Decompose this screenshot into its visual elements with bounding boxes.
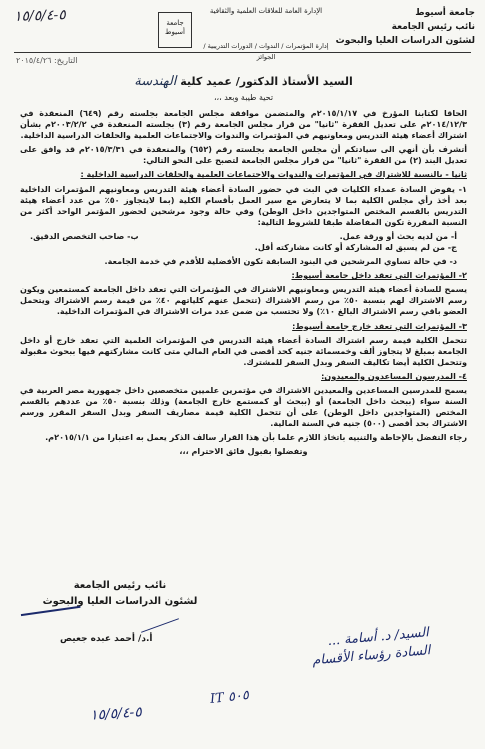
department-subname: إدارة المؤتمرات / الندوات / الدورات التدريبية / الجوائز	[203, 42, 329, 61]
section-title: ثانيا - بالنسبة للاشتراك في المؤتمرات والندوات والاجتماعات العلمية والحلقات الدراسية الداخلية :	[80, 169, 467, 180]
date-value: ٢٠١٥/٤/٢٦	[16, 56, 52, 65]
condition-a: أ- من لديه بحث أو ورقة عمل.	[339, 230, 457, 241]
clause-1: ١- يفوض السادة عمداء الكليات في البت في حضور السادة أعضاء هيئة التدريس ومعاونيهم المؤتمرات الداخلية بعد أخذ رأي مجلس الكلية بما لا يتعارض مع سير العمل بأقسام الكلية (بما لايتجاوز ٥٠٪ من عدد أعضاء هيئة التدريس بالقسم المختص المتواجدين داخل الوطن) وفي حالة وجود مرشحين لحضور المؤتمر الواحد أكثر من النسبة المقررة تكون المفاضلة طبقا للشروط التالية:	[20, 183, 467, 227]
addressee-handwritten: الهندسة	[134, 74, 177, 89]
letter-date	[16, 56, 77, 65]
paragraph: أتشرف بأن أنهي الى سيادتكم أن مجلس الجامعة بجلسته رقم (٦٥٢) والمنعقدة في ٢٠١٥/٣/٣١م قد وافق على تعديل البند (٢) من الفقرة "ثانيا" من قرار مجلس الجامعة لتصبح على النحو التالي:	[20, 144, 468, 166]
clause-4-title: ٤- المدرسون المساعدون والمعيدون:	[321, 370, 467, 381]
signature-subtitle: لشئون الدراسات العليا والبحوث	[42, 596, 198, 607]
handwritten-stamp-date: ٥-١٥/٥/٤	[13, 7, 67, 25]
office-line: نائب رئيس الجامعة	[391, 22, 475, 32]
condition-d: د- في حالة تساوي المرشحين في البنود السابقة تكون الأفضلية للأقدم في خدمة الجامعة.	[104, 256, 457, 267]
condition-c: ج- من لم يسبق له المشاركة أو كانت مشاركته أقل.	[254, 241, 457, 252]
handwritten-line: السادة رؤساء الأقسام	[311, 643, 431, 669]
addressee	[20, 74, 467, 89]
header-divider	[14, 52, 471, 53]
handwritten-arrow	[141, 618, 179, 633]
signature-title: نائب رئيس الجامعة	[73, 580, 167, 591]
office-subline: لشئون الدراسات العليا والبحوث	[335, 36, 475, 46]
signer-name: أ.د/ أحمد عبده جعيص	[60, 634, 153, 644]
clause-2-body: يسمح للسادة أعضاء هيئة التدريس ومعاونيهم الاشتراك في المؤتمرات التي تعقد داخل الجامعة كمستمعين ويكون رسم الاشتراك لهم بنسبة ٥٠٪ من رسم الاشتراك (تتحمل عنهم كلياتهم ٤٠٪ من قيمة رسم الاشتراك ويتحمل العضو باقي رسم الاشتراك البالغ ١٠٪) ولا تحتسب من ضمن عدد مرات الاشتراك في المؤتمرات الداخلية.	[20, 284, 467, 317]
university-logo	[158, 12, 192, 48]
closing-paragraph: رجاء التفضل بالإحاطة والتنبيه باتخاذ اللازم علما بأن هذا القرار سالف الذكر يعمل به اعتبارا من ٢٠١٥/١/١م.	[45, 432, 467, 443]
conditions-row	[20, 231, 467, 241]
date-label: التاريخ:	[54, 56, 78, 65]
clause-2-title: ٢- المؤتمرات التي تعقد داخل جامعة أسيوط:	[291, 270, 467, 281]
handwritten-note	[179, 624, 431, 682]
clause-3-body: تتحمل الكلية قيمة رسم اشتراك السادة أعضاء هيئة التدريس في المؤتمرات العلمية التي تعقد خارج أو داخل الجامعة بمبلغ لا يتجاوز ألف وخمسمائة جنيه كحد أقصى في العام المالي متى كانت مشاركتهم فيها ببحوث مقبولة وتتحمل الكلية أيضا تكاليف السفر وبدل السفر للمشترك.	[20, 334, 467, 367]
handwritten-reference: IT ٥٠٥	[209, 688, 250, 707]
addressee-title: السيد الأستاذ الدكتور/ عميد كلية	[180, 75, 353, 88]
university-line: جامعة أسيوط	[415, 8, 475, 18]
letterhead	[6, 4, 479, 65]
paragraph: الحاقا لكتابنا المؤرخ في ٢٠١٥/١/١٧م والمتضمن موافقة مجلس الجامعة بجلسته رقم (٦٤٩) المنعقدة في ٢٠١٤/١٢/٣م على تعديل الفقرة "ثانيا" من قرار مجلس الجامعة رقم (٣) بجلسته المنعقدة في ٢٠٠٣/٢/٢م بشأن اشتراك أعضاء هيئة التدريس ومعاونيهم في المؤتمرات والندوات والاجتماعات العلمية والحلقات الدراسية الداخلية.	[20, 108, 467, 141]
clause-3-title: ٣- المؤتمرات التي تعقد خارج جامعة أسيوط:	[292, 320, 467, 331]
greeting: تحية طيبة وبعد ،،،	[213, 93, 274, 102]
logo-text: جامعة أسيوط	[164, 19, 185, 36]
condition-b: ب- صاحب التخصص الدقيق.	[30, 230, 139, 241]
letter-body	[20, 74, 467, 461]
handwritten-date: ٥-١٥/٥/٤	[89, 704, 143, 724]
clause-4-body: يسمح للمدرسين المساعدين والمعيدين الاشتراك في مؤتمرين علميين متخصصين داخل جمهورية مصر العربية في السنة سواء (ببحث داخل الجامعة) أو (ببحث أو كمستمع خارج الجامعة) وذلك بنسبة ٥٠٪ من عددهم بالقسم المختص (المتواجدين داخل الوطن) على أن تتحمل الكلية قيمة مصاريف السفر وبدل السفر المقرر ورسم الاشتراك بحد أقصى (٥٠٠) جنيه في السنة المالية.	[20, 384, 467, 429]
signature-scribble	[19, 596, 80, 616]
handwritten-line: السيد/ د. أسامة ...	[327, 625, 430, 649]
closing-greeting: وتفضلوا بقبول فائق الاحترام ،،،	[179, 446, 308, 457]
department-header	[196, 6, 336, 63]
department-name: الإدارة العامة للعلاقات العلمية والثقافية	[209, 7, 323, 15]
